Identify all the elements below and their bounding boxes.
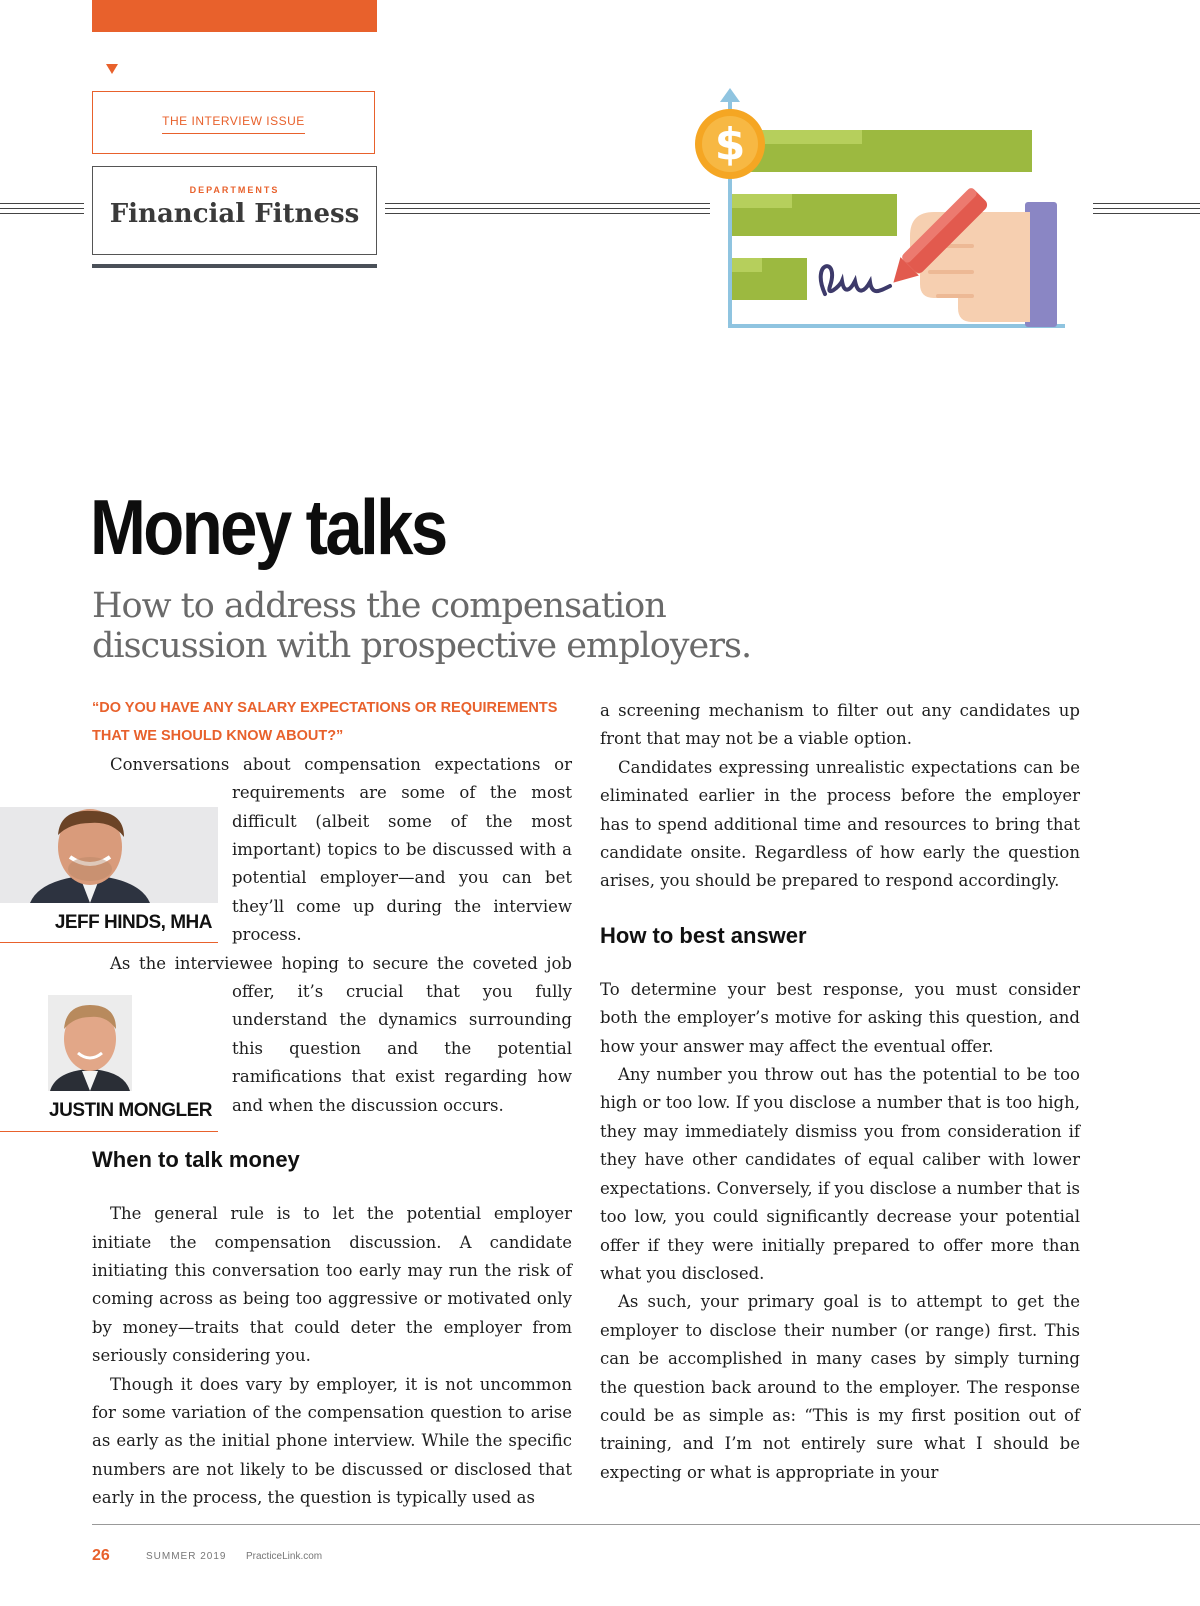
author-block-justin xyxy=(0,995,218,1131)
author-block-jeff xyxy=(0,807,218,943)
down-triangle-icon xyxy=(106,64,118,74)
paragraph: Candidates expressing unrealistic expectations can be eliminated earlier in the process before the employer has to spend additional time and resources to bring that candidate onsite. Regardless of how early the question arises, you should be prepared to respond accordingly. xyxy=(600,757,1080,891)
article-title: Money talks xyxy=(90,483,446,571)
paragraph: a screening mechanism to filter out any candidates up front that may not be a viable option. xyxy=(600,701,1080,749)
bar-highlight xyxy=(732,258,762,272)
department-label: DEPARTMENTS xyxy=(189,185,280,195)
site-link[interactable]: PracticeLink.com xyxy=(246,1551,323,1562)
paragraph: The general rule is to let the potential employer initiate the compensation discussion. A candidate initiating this conversation too early may run the risk of coming across as being too aggressive or motivated only by money—traits that could deter the employer from seriously considering you. xyxy=(92,1204,572,1366)
paragraph: To determine your best response, you must consider both the employer’s motive for asking this question, and how your answer may affect the eventual offer. xyxy=(600,979,1080,1056)
paragraph: Though it does vary by employer, it is not uncommon for some variation of the compensation question to arise as early as the initial phone interview. While the specific numbers are not likely to be discussed or disclosed that early in the process, the question is typically used as xyxy=(92,1374,572,1508)
avatar xyxy=(48,995,132,1091)
subhead-when-to-talk-money: When to talk money xyxy=(92,1147,300,1173)
header-accent-bar xyxy=(92,0,377,32)
hand-icon xyxy=(910,212,1030,322)
paragraph: Any number you throw out has the potential to be too high or too low. If you disclose a number that is too high, they may immediately dismiss you from consideration if they have other candidates of equal caliber with lower expectations. Conversely, if you disclose a number that is too low, you could significantly decrease your potential offer if they were initially prepared to offer more than what you disclosed. xyxy=(600,1065,1080,1283)
rule-right xyxy=(1093,203,1200,214)
paragraph: As such, your primary goal is to attempt to get the employer to disclose their number (or range) first. This can be accomplished in many cases by simply turning the question back around to the employer. The response could be as simple as: “This is my first position out of training, and I’m not entirely sure what I should be expecting or what is appropriate in your xyxy=(600,1292,1080,1482)
author-name-jeff: JEFF HINDS, MHA xyxy=(0,909,218,943)
axis-arrow-icon xyxy=(720,88,740,102)
subhead-how-to-best-answer: How to best answer xyxy=(600,922,807,948)
issue-label[interactable]: THE INTERVIEW ISSUE xyxy=(162,114,305,134)
bar-highlight xyxy=(732,194,792,208)
article-column-1 xyxy=(49,697,572,1513)
signature-scribble xyxy=(821,266,890,294)
paragraph: Conversations about compensation expectations or requirements are some of the most difficult (albeit some of the most important) topics to be discussed with a potential employer—and you can bet they’ll come up during the interview process. xyxy=(110,754,572,945)
department-underline xyxy=(92,264,377,268)
pull-quote: “DO YOU HAVE ANY SALARY EXPECTATIONS OR REQUIREMENTS THAT WE SHOULD KNOW ABOUT?” xyxy=(92,700,558,745)
dollar-bar-chart-signature-icon xyxy=(690,86,1090,336)
department-title: Financial Fitness xyxy=(109,199,360,229)
article-subtitle: How to address the compensation discussion with prospective employers. xyxy=(92,586,752,666)
dollar-symbol: $ xyxy=(714,119,746,170)
author-photo-justin-mongler xyxy=(48,995,132,1091)
article-column-2 xyxy=(600,697,1080,1487)
page-number: 26 xyxy=(92,1547,110,1564)
issue-date: SUMMER 2019 xyxy=(146,1551,227,1562)
paragraph: As the interviewee hoping to secure the coveted job offer, it’s crucial that you fully understand the dynamics surrounding this question and the potential ramifications that exist regarding how and when the discussion occurs. xyxy=(110,953,572,1115)
author-photo-jeff-hinds xyxy=(0,807,218,903)
author-name-justin: JUSTIN MONGLER xyxy=(0,1097,218,1131)
department-box xyxy=(92,166,377,255)
footer-rule xyxy=(92,1524,1200,1525)
avatar xyxy=(0,807,218,903)
rule-middle xyxy=(385,203,710,214)
rule-left xyxy=(0,203,84,214)
issue-box xyxy=(92,91,375,154)
